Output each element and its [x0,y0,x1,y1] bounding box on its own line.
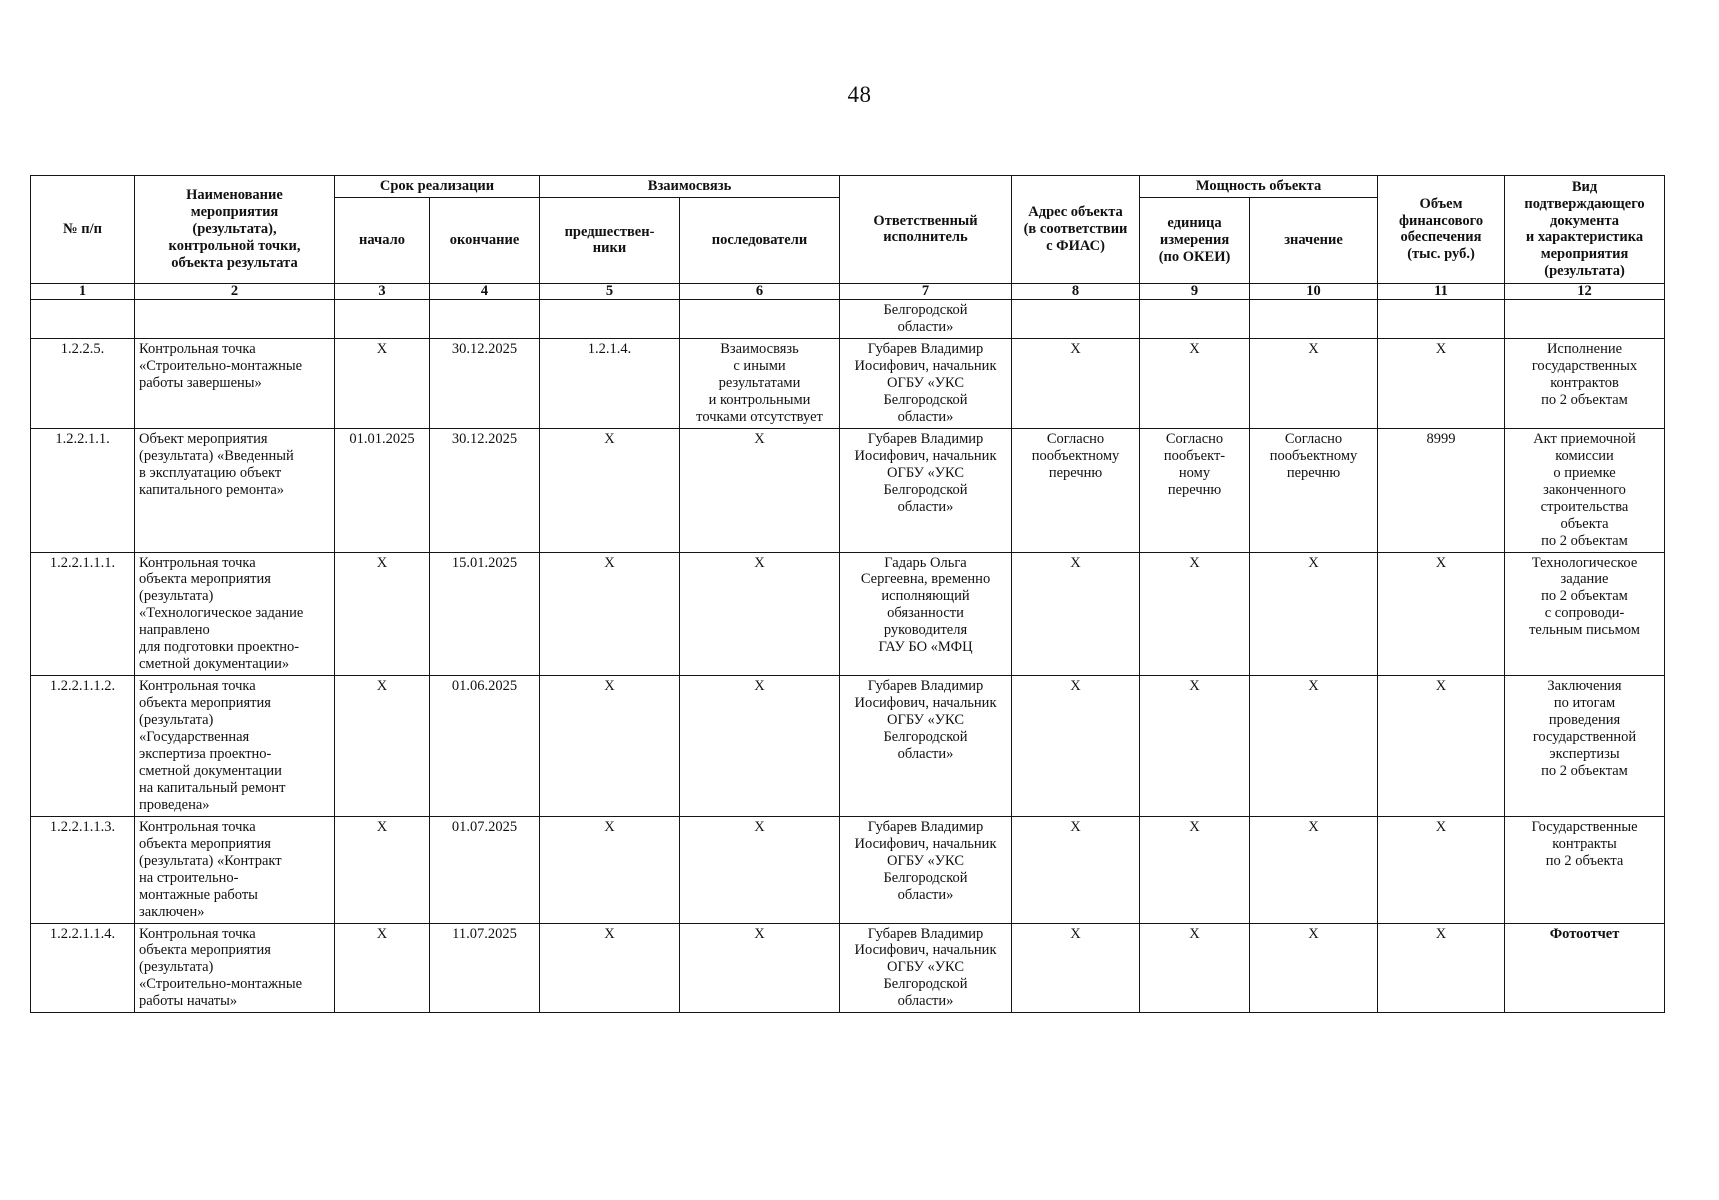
cell-successors: X [680,552,840,676]
header-name: Наименование мероприятия (результата), контрольной точки, объекта результата [135,176,335,284]
cell-address: X [1012,676,1140,817]
page-number: 48 [847,82,872,107]
header-term: Срок реализации [335,176,540,198]
cell-successors: X [680,428,840,552]
column-number: 10 [1250,283,1378,299]
cell-name: Контрольная точка объекта мероприятия (результата) «Контракт на строительно- монтажные работы заключен» [135,816,335,923]
cell-end: 01.07.2025 [430,816,540,923]
cell-unit: X [1140,676,1250,817]
cell-address: X [1012,339,1140,429]
cell-value: X [1250,676,1378,817]
cell-responsible: Губарев Владимир Иосифович, начальник ОГБУ «УКС Белгородской области» [840,339,1012,429]
cell-document: Исполнение государственных контрактов по 2 объектам [1505,339,1665,429]
cell-name: Контрольная точка объекта мероприятия (результата) «Государственная экспертиза проектно- сметной документации на капитальный ремонт проведена» [135,676,335,817]
cell-document: Фотоотчет [1505,923,1665,1013]
cell-address: X [1012,923,1140,1013]
cell-responsible: Губарев Владимир Иосифович, начальник ОГБУ «УКС Белгородской области» [840,816,1012,923]
table-row [31,339,1665,429]
cell-document [1505,300,1665,339]
cell-successors [680,300,840,339]
cell-finance: X [1378,676,1505,817]
cell-value: X [1250,923,1378,1013]
cell-value: X [1250,816,1378,923]
cell-document: Государственные контракты по 2 объекта [1505,816,1665,923]
cell-num: 1.2.2.1.1. [31,428,135,552]
cell-document: Технологическое задание по 2 объектам с сопроводи- тельным письмом [1505,552,1665,676]
cell-finance: X [1378,923,1505,1013]
cell-name: Контрольная точка объекта мероприятия (результата) «Технологическое задание направлено для подготовки проектно- сметной документации» [135,552,335,676]
column-number: 6 [680,283,840,299]
cell-predecessors: X [540,552,680,676]
cell-responsible: Губарев Владимир Иосифович, начальник ОГБУ «УКС Белгородской области» [840,676,1012,817]
cell-num: 1.2.2.5. [31,339,135,429]
column-number-row [31,283,1665,299]
plan-table [30,175,1665,1013]
cell-num: 1.2.2.1.1.4. [31,923,135,1013]
cell-document: Акт приемочной комиссии о приемке законченного строительства объекта по 2 объектам [1505,428,1665,552]
column-number: 9 [1140,283,1250,299]
cell-num: 1.2.2.1.1.3. [31,816,135,923]
cell-address: Согласно пообъектному перечню [1012,428,1140,552]
cell-unit: X [1140,816,1250,923]
cell-start [335,300,430,339]
cell-end: 15.01.2025 [430,552,540,676]
table-row [31,428,1665,552]
header-num: № п/п [31,176,135,284]
cell-successors: X [680,676,840,817]
header-unit: единица измерения (по ОКЕИ) [1140,197,1250,283]
cell-end: 01.06.2025 [430,676,540,817]
table-row [31,552,1665,676]
cell-successors: X [680,923,840,1013]
cell-name: Объект мероприятия (результата) «Введенный в эксплуатацию объект капитального ремонта» [135,428,335,552]
cell-address: X [1012,552,1140,676]
cell-unit: X [1140,552,1250,676]
cell-unit [1140,300,1250,339]
cell-unit: X [1140,923,1250,1013]
cell-name: Контрольная точка «Строительно-монтажные работы завершены» [135,339,335,429]
header-predecessors: предшествен- ники [540,197,680,283]
cell-value: Согласно пообъектному перечню [1250,428,1378,552]
cell-start: X [335,339,430,429]
cell-address: X [1012,816,1140,923]
cell-finance: X [1378,339,1505,429]
column-number: 7 [840,283,1012,299]
cell-document: Заключения по итогам проведения государственной экспертизы по 2 объектам [1505,676,1665,817]
table-row [31,300,1665,339]
column-number: 4 [430,283,540,299]
cell-start: X [335,552,430,676]
cell-start: 01.01.2025 [335,428,430,552]
header-address: Адрес объекта (в соответствии с ФИАС) [1012,176,1140,284]
cell-successors: X [680,816,840,923]
table-header [31,176,1665,300]
cell-finance: 8999 [1378,428,1505,552]
cell-start: X [335,676,430,817]
table-row [31,816,1665,923]
cell-finance: X [1378,816,1505,923]
cell-unit: Согласно пообъект- ному перечню [1140,428,1250,552]
cell-start: X [335,816,430,923]
cell-num: 1.2.2.1.1.2. [31,676,135,817]
column-number: 2 [135,283,335,299]
cell-successors: Взаимосвязь с иными результатами и контрольными точками отсутствует [680,339,840,429]
header-start: начало [335,197,430,283]
cell-num: 1.2.2.1.1.1. [31,552,135,676]
cell-predecessors: 1.2.1.4. [540,339,680,429]
cell-predecessors: X [540,816,680,923]
cell-name: Контрольная точка объекта мероприятия (результата) «Строительно-монтажные работы начаты» [135,923,335,1013]
header-power: Мощность объекта [1140,176,1378,198]
cell-predecessors [540,300,680,339]
cell-responsible: Гадарь Ольга Сергеевна, временно исполняющий обязанности руководителя ГАУ БО «МФЦ [840,552,1012,676]
cell-value [1250,300,1378,339]
cell-end: 30.12.2025 [430,428,540,552]
header-responsible: Ответственный исполнитель [840,176,1012,284]
cell-responsible: Белгородской области» [840,300,1012,339]
table-row [31,923,1665,1013]
cell-value: X [1250,552,1378,676]
column-number: 3 [335,283,430,299]
cell-responsible: Губарев Владимир Иосифович, начальник ОГБУ «УКС Белгородской области» [840,428,1012,552]
cell-value: X [1250,339,1378,429]
table-body [31,300,1665,1013]
cell-num [31,300,135,339]
table-row [31,676,1665,817]
cell-end: 11.07.2025 [430,923,540,1013]
header-link: Взаимосвязь [540,176,840,198]
header-value: значение [1250,197,1378,283]
header-finance: Объем финансового обеспечения (тыс. руб.) [1378,176,1505,284]
cell-responsible: Губарев Владимир Иосифович, начальник ОГБУ «УКС Белгородской области» [840,923,1012,1013]
header-successors: последователи [680,197,840,283]
cell-end [430,300,540,339]
column-number: 8 [1012,283,1140,299]
cell-unit: X [1140,339,1250,429]
cell-end: 30.12.2025 [430,339,540,429]
cell-predecessors: X [540,676,680,817]
cell-name [135,300,335,339]
column-number: 5 [540,283,680,299]
column-number: 12 [1505,283,1665,299]
cell-start: X [335,923,430,1013]
column-number: 1 [31,283,135,299]
cell-finance: X [1378,552,1505,676]
cell-finance [1378,300,1505,339]
header-end: окончание [430,197,540,283]
cell-predecessors: X [540,923,680,1013]
cell-address [1012,300,1140,339]
cell-predecessors: X [540,428,680,552]
header-document: Вид подтверждающего документа и характеристика мероприятия (результата) [1505,176,1665,284]
column-number: 11 [1378,283,1505,299]
